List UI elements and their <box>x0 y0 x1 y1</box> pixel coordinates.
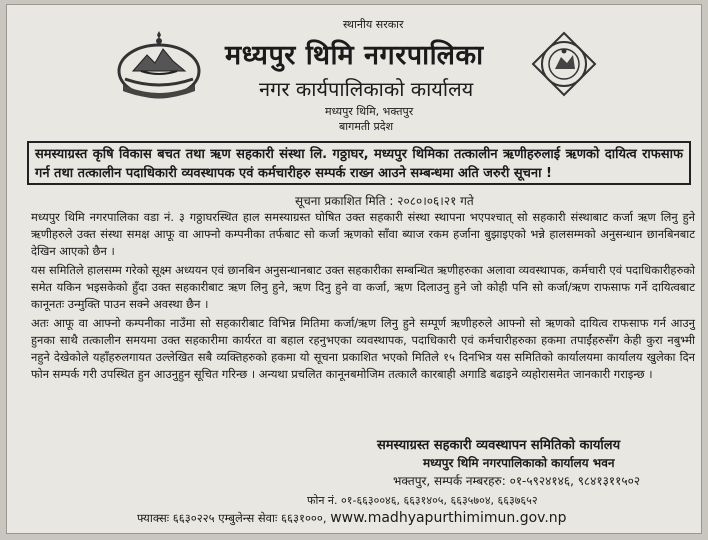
nepal-emblem-icon <box>111 31 207 103</box>
local-govt-label: स्थानीय सरकार <box>343 18 404 31</box>
office-subtitle: नगर कार्यपालिकाको कार्यालय <box>259 77 474 101</box>
contact-numbers: भक्तपुर, सम्पर्क नम्बरहरु: ०१-५९२४१४६, ९८४१३११५०२ <box>393 474 641 488</box>
body-paragraph-1: मध्यपुर थिमि नगरपालिका वडा नं. ३ गठ्ठाघरस्थित हाल समस्याग्रस्त घोषित उक्त सहकारी संस्था स्थापना भएपश्चात् सो सहकारी संस्थाबाट कर्जा ऋण लिनु हुने ऋणीहरुले उक्त संस्था समक्ष आफू वा आफ्नो कम्पनीका तर्फबाट सो कर्जा ऋणको साँवा ब्याज रकम हर्जाना बुझाइएको भन्ने हालसम्मको अनुसन्धान छानबिनबाट देखिन आएको छैन । <box>31 210 695 258</box>
notice-body <box>31 209 695 385</box>
notice-headline: समस्याग्रस्त कृषि विकास बचत तथा ऋण सहकारी संस्था लि. गठ्ठाघर, मध्यपुर थिमिका तत्कालीन ऋणीहरुलाई ऋणको दायित्व राफसाफ गर्न तथा तत्कालीन पदाधिकारी व्यवस्थापक एवं कर्मचारीहरु सम्पर्क राख्न आउने सम्बन्धमा अति जरुरी सूचना ! <box>27 141 691 185</box>
location-line-1: मध्यपुर थिमि, भक्तपुर <box>325 105 414 118</box>
published-date: सूचना प्रकाशित मिति : २०८०।०६।२१ गते <box>295 194 474 208</box>
phone-numbers: फोन नं. ०१-६६३००४६, ६६३१४०५, ६६३५७०४, ६६३७६५२ <box>307 494 538 507</box>
fax-ambulance-text: फ्याक्सः ६६३०२२५ एम्बुलेन्स सेवाः ६६३१०००, <box>137 511 327 525</box>
notice-paper <box>6 4 702 534</box>
fax-ambulance-line <box>137 510 567 526</box>
office-building: मध्यपुर थिमि नगरपालिकाको कार्यालय भवन <box>423 456 615 470</box>
location-line-2: बागमती प्रदेश <box>339 120 394 133</box>
body-paragraph-2: यस समितिले हालसम्म गरेको सूक्ष्म अध्ययन एवं छानबिन अनुसन्धानबाट उक्त सहकारीका सम्बन्धित ऋणीहरुका अलावा व्यवस्थापक, कर्मचारी एवं पदाधिकारीहरुको समेत यकिन भइसकेको हुँदा उक्त सहकारीबाट ऋण लिनु हुने, ऋण दिनु हुने वा कर्जा, ऋण दिलाउनु हुने जो कोही पनि सो कर्जा/ऋण राफसाफ गर्ने दायित्वबाट कानूनतः उन्मुक्ति पाउन सक्ने अवस्था छैन । <box>31 263 695 311</box>
website-link[interactable]: www.madhyapurthimimun.gov.np <box>330 510 567 526</box>
committee-name: समस्याग्रस्त सहकारी व्यवस्थापन समितिको कार्यालय <box>377 438 621 453</box>
municipality-seal-icon <box>531 31 597 97</box>
body-paragraph-3: अतः आफू वा आफ्नो कम्पनीका नाउँमा सो सहकारीबाट विभिन्न मितिमा कर्जा/ऋण लिनु हुने सम्पूर्ण ऋणीहरुले आफ्नो सो ऋणको दायित्व राफसाफ गर्न आउनु हुनका साथै तत्कालीन समयमा उक्त सहकारीमा कार्यरत वा बहाल रहनुभएका व्यवस्थापक, पदाधिकारी एवं कर्मचारीहरुका हकमा तपाईंहरुसँग केही कुरा नबुभ्मी नहुने देखेकोले यहाँहरुलगायत उल्लेखित सबै व्यक्तिहरुको हकमा यो सूचना प्रकाशित भएको मितिले १५ दिनभित्र यस समितिको कार्यालयमा कार्यालय खुलेका दिन फोन सम्पर्क गरी उपस्थित हुन आउनुहुन सूचित गरिन्छ । अन्यथा प्रचलित कानूनबमोजिम तत्कालै कारबाही अगाडि बढाइने व्यहोरासमेत जानकारी गराइन्छ । <box>31 316 695 381</box>
municipality-title: मध्यपुर थिमि नगरपालिका <box>225 40 484 71</box>
